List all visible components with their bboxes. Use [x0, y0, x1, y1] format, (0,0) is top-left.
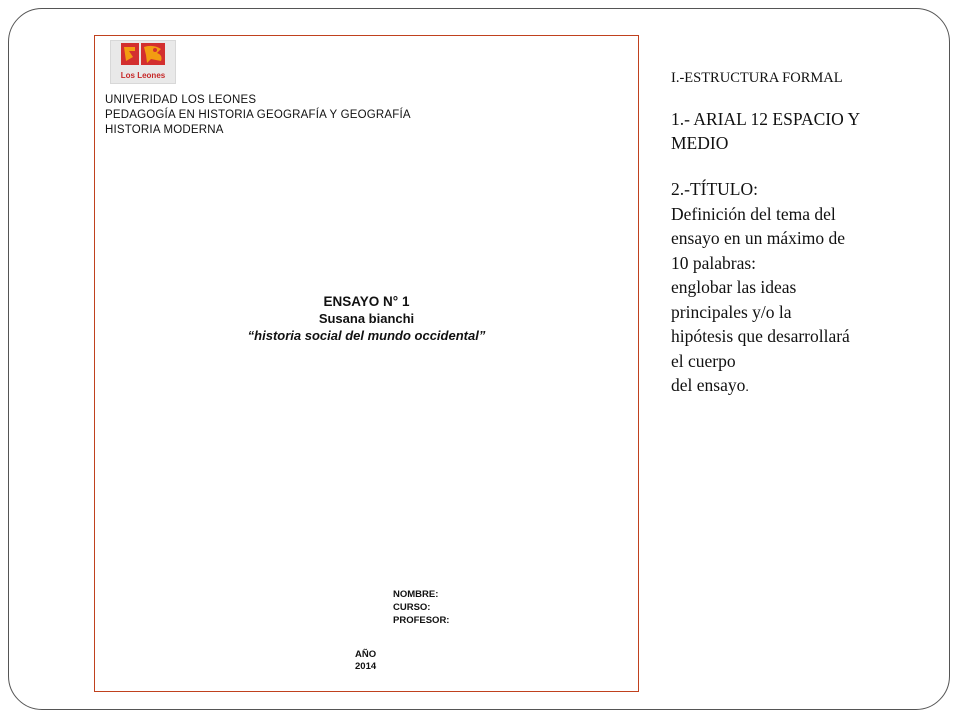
- note-line: englobar las ideas: [671, 277, 797, 297]
- logo-text: Los Leones: [120, 71, 166, 80]
- note-line: ensayo en un máximo de: [671, 228, 845, 248]
- note-line: Definición del tema del: [671, 203, 836, 224]
- year-block: [355, 649, 376, 673]
- note-line: principales y/o la: [671, 301, 792, 322]
- note-line: el cuerpo: [671, 350, 736, 371]
- essay-title-block: [94, 294, 639, 344]
- note-line: 2.-TÍTULO:: [671, 179, 758, 199]
- note-line-last: [671, 373, 933, 401]
- essay-work-title: “historia social del mundo occidental”: [247, 328, 486, 343]
- field-name-label: NOMBRE:: [393, 589, 439, 600]
- student-fields: [393, 588, 449, 627]
- year-label: AÑO: [355, 649, 377, 660]
- note-line-period: .: [745, 380, 749, 395]
- section-heading: I.-ESTRUCTURA FORMAL: [671, 70, 843, 86]
- note-line: 1.- ARIAL 12 ESPACIO Y: [671, 109, 861, 129]
- essay-number: ENSAYO N° 1: [323, 294, 410, 309]
- lion-emblem-icon: [111, 41, 175, 71]
- note-line: 10 palabras:: [671, 252, 757, 273]
- course-name: HISTORIA MODERNA: [105, 124, 224, 136]
- university-name: UNIVERIDAD LOS LEONES: [105, 94, 257, 106]
- note-line: MEDIO: [671, 133, 729, 153]
- note-item-font: [671, 107, 933, 155]
- year-value: 2014: [355, 661, 377, 672]
- note-item-title: [671, 177, 933, 401]
- formatting-notes: [671, 70, 933, 401]
- university-logo: [110, 40, 176, 84]
- program-name: PEDAGOGÍA EN HISTORIA GEOGRAFÍA Y GEOGRAFÍA: [105, 109, 411, 121]
- field-course-label: CURSO:: [393, 602, 431, 613]
- essay-author: Susana bianchi: [318, 311, 415, 326]
- university-header: [105, 93, 411, 138]
- note-line: hipótesis que desarrollará: [671, 326, 850, 346]
- note-line-text: del ensayo: [671, 375, 746, 395]
- field-professor-label: PROFESOR:: [393, 615, 450, 626]
